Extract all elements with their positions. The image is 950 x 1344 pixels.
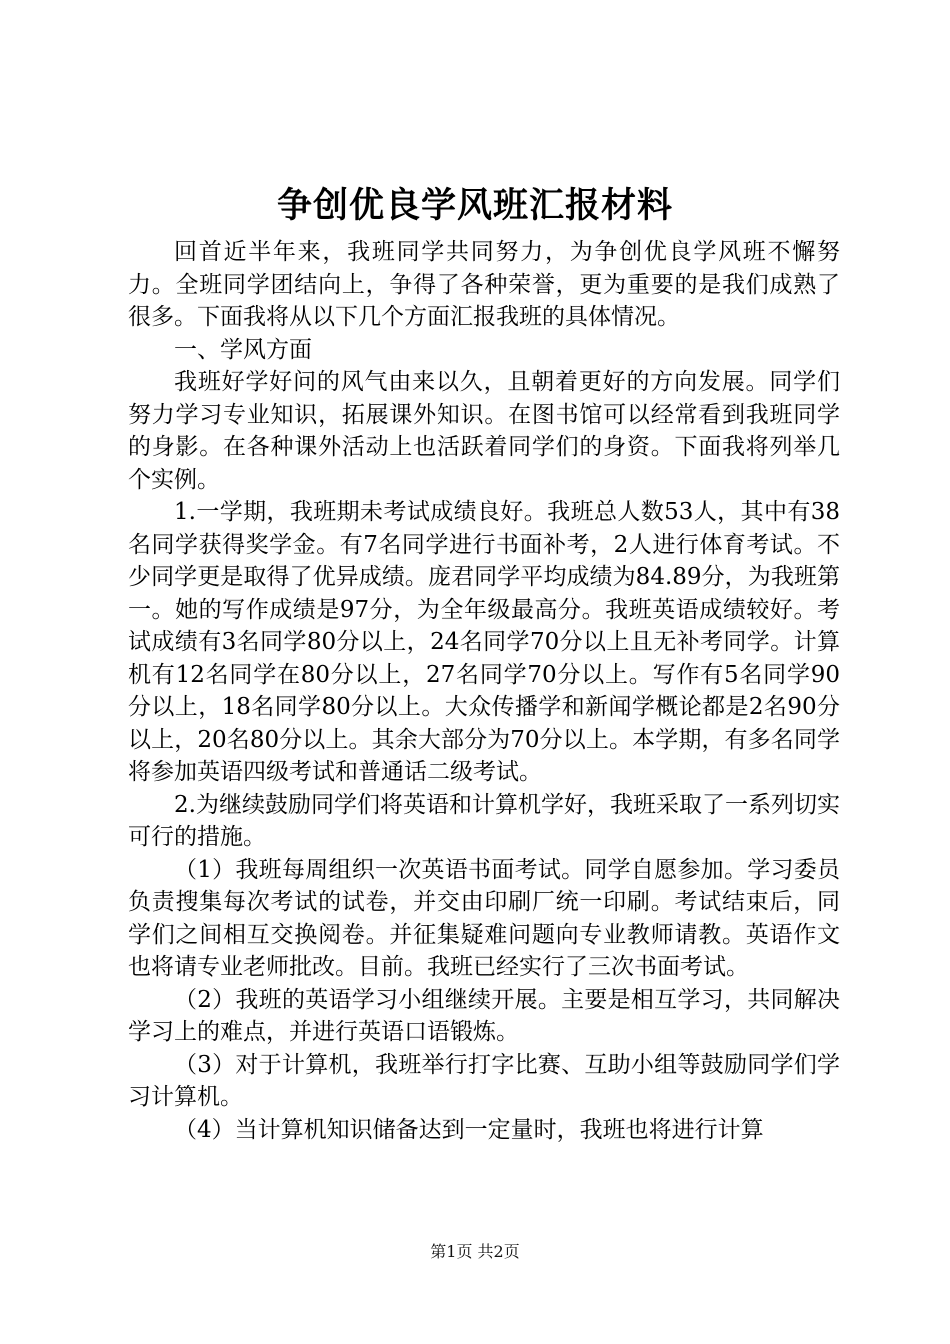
document-title: 争创优良学风班汇报材料 xyxy=(276,185,673,226)
paragraph-measures-intro: 2.为继续鼓励同学们将英语和计算机学好，我班采取了一系列切实可行的措施。 xyxy=(128,791,840,850)
paragraph-measure-2: （2）我班的英语学习小组继续开展。主要是相互学习，共同解决学习上的难点，并进行英语口语锻炼。 xyxy=(128,986,840,1045)
paragraph-measure-4: （4）当计算机知识储备达到一定量时，我班也将进行计算 xyxy=(174,1116,764,1143)
paragraph-measure-3: （3）对于计算机，我班举行打字比赛、互助小组等鼓励同学们学习计算机。 xyxy=(128,1051,840,1110)
section-heading-study-style: 一、学风方面 xyxy=(174,336,312,363)
paragraph-exam-results: 1.一学期，我班期未考试成绩良好。我班总人数53人，其中有38名同学获得奖学金。有7名同学进行书面补考，2人进行体育考试。不少同学更是取得了优异成绩。庞君同学平均成绩为84.89分，为我班第一。她的写作成绩是97分，为全年级最高分。我班英语成绩较好。考试成绩有3名同学80分以上，24名同学70分以上且无补考同学。计算机有12名同学在80分以上，27名同学70分以上。写作有5名同学90分以上，18名同学80分以上。大众传播学和新闻学概论都是2名90分以上，20名80分以上。其余大部分为70分以上。本学期，有多名同学将参加英语四级考试和普通话二级考试。 xyxy=(128,499,840,785)
page-number-footer: 第1页 共2页 xyxy=(430,1242,520,1261)
paragraph-measure-1: （1）我班每周组织一次英语书面考试。同学自愿参加。学习委员负责搜集每次考试的试卷，并交由印刷厂统一印刷。考试结束后，同学们之间相互交换阅卷。并征集疑难问题向专业教师请教。英语作文也将请专业老师批改。目前。我班已经实行了三次书面考试。 xyxy=(128,856,840,980)
paragraph-intro: 回首近半年来，我班同学共同努力，为争创优良学风班不懈努力。全班同学团结向上，争得了各种荣誉，更为重要的是我们成熟了很多。下面我将从以下几个方面汇报我班的具体情况。 xyxy=(128,239,840,330)
paragraph-study-atmosphere: 我班好学好问的风气由来以久，且朝着更好的方向发展。同学们努力学习专业知识，拓展课外知识。在图书馆可以经常看到我班同学的身影。在各种课外活动上也活跃着同学们的身资。下面我将列举几个实例。 xyxy=(128,369,840,493)
document-body xyxy=(128,236,840,1146)
